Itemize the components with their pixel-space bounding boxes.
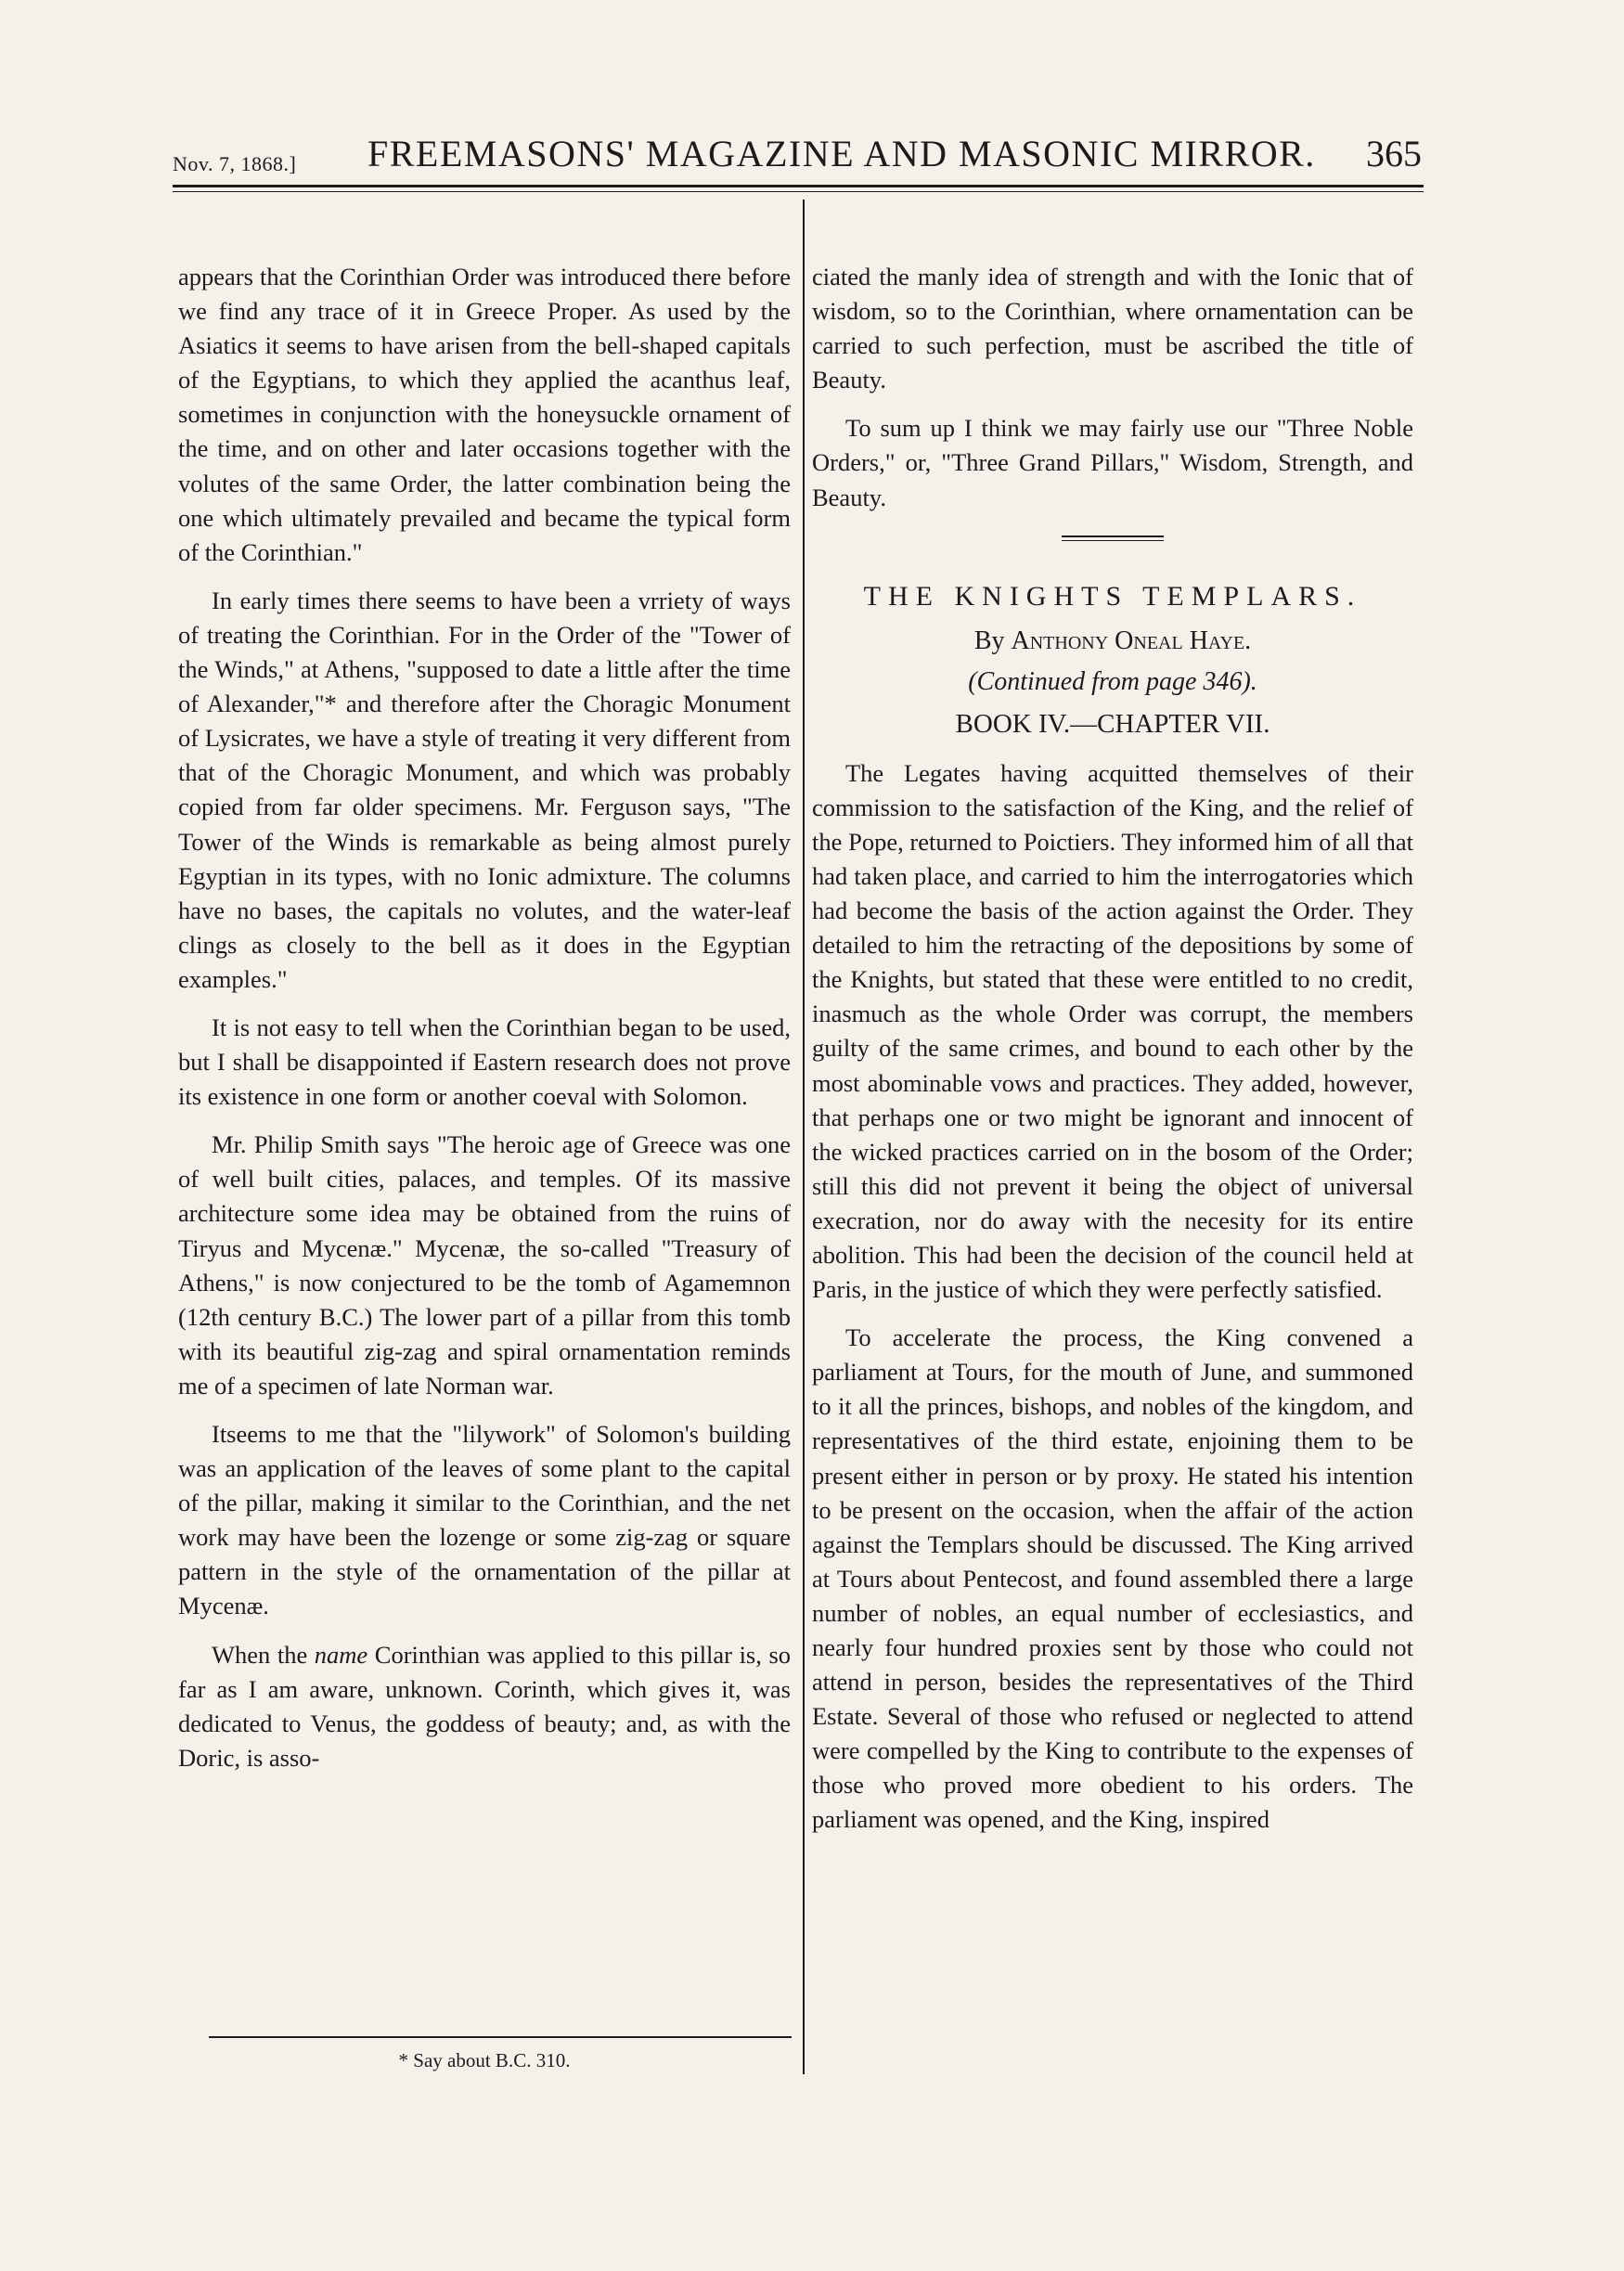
footnote: * Say about B.C. 310.: [398, 2049, 571, 2071]
magazine-title: FREEMASONS' MAGAZINE AND MASONIC MIRROR.: [367, 133, 1316, 174]
paragraph: The Legates having acquitted themselves of their commission to the satisfaction of the King, and the relief of the Pope, returned to Poictiers. They informed him of all that had taken place, and carried to him the interrogatories which had become the basis of the action against the Order. They detailed to him the retracting of the depositions by some of the Knights, but stated that these were entitled to no credit, inasmuch as the whole Order was corrupt, the members guilty of the same crimes, and bound to each other by the most abominable vows and practices. They added, however, that perhaps one or two might be ignorant and innocent of the wicked practices carried on in the bosom of the Order; still this did not prevent it being the object of universal execration, nor do away with the necesity for its entire abolition. This had been the decision of the council held at Paris, in the justice of which they were perfectly satisfied.: [812, 758, 1413, 1304]
page-header: [173, 132, 1422, 178]
article-title: THE KNIGHTS TEMPLARS.: [863, 580, 1362, 612]
footnote-rule: [209, 2036, 792, 2038]
text-run: When the: [212, 1640, 315, 1669]
column-divider: [803, 200, 805, 2074]
paragraph: To sum up I think we may fairly use our "Three Noble Orders," or, "Three Grand Pillars," Wisdom, Strength, and Beauty.: [812, 414, 1413, 511]
paragraph: It is not easy to tell when the Corinthian began to be used, but I shall be disappointed if Eastern research does not prove its existence in one form or another coeval with Solomon.: [178, 1013, 791, 1111]
paragraph: appears that the Corinthian Order was introduced there before we find any trace of it in Greece Proper. As used by the Asiatics it seems to have arisen from the bell-shaped capitals of the Egyptians, to which they applied the acanthus leaf, sometimes in conjunction with the honeysuckle ornament of the time, and on other and later occasions together with the volutes of the same Order, the latter combination being the one which ultimately prevailed and became the typical form of the Corinthian.": [178, 263, 791, 566]
left-column: [178, 260, 791, 1789]
byline-author: Anthony Oneal Haye.: [1011, 626, 1252, 655]
paragraph: ciated the manly idea of strength and with the Ionic that of wisdom, so to the Corinthian, where ornamentation can be carried to such perfection, must be ascribed the title of Beauty.: [812, 263, 1413, 394]
header-rule-thin: [173, 191, 1424, 192]
page-number: 365: [1366, 133, 1422, 174]
right-column: [812, 260, 1413, 1852]
continued-note: (Continued from page 346).: [968, 666, 1257, 696]
section-separator: [1062, 535, 1164, 541]
paragraph: [178, 1638, 791, 1775]
paragraph: In early times there seems to have been a vrriety of ways of treating the Corinthian. For in the Order of the "Tower of the Winds," at Athens, "supposed to date a little after the time of Alexander,"* and therefore after the Choragic Monument of Lysicrates, we have a style of treating it very different from that of the Choragic Monument, and which was probably copied from far older specimens. Mr. Ferguson says, "The Tower of the Winds is remarkable as being almost purely Egyptian in its types, with no Ionic admixture. The columns have no bases, the capitals no volutes, and the water-leaf clings as closely to the bell as it does in the Egyptian examples.": [178, 586, 791, 993]
chapter-heading: BOOK IV.—CHAPTER VII.: [955, 708, 1270, 739]
paragraph: To accelerate the process, the King convened a parliament at Tours, for the mouth of June, and summoned to it all the princes, bishops, and nobles of the kingdom, and representatives of the third estate, enjoining them to be present either in person or by proxy. He stated his intention to be present on the occasion, when the affair of the action against the Templars should be discussed. The King arrived at Tours about Pentecost, and found assembled there a large number of nobles, an equal number of ecclesiastics, and nearly four hundred proxies sent by those who could not attend in person, besides the representatives of the Third Estate. Several of those who refused or neglected to attend were compelled by the King to contribute to the expenses of those who proved more obedient to his orders. The parliament was opened, and the King, inspired: [812, 1323, 1413, 1834]
paragraph: Itseems to me that the "lilywork" of Solomon's building was an application of the leaves of some plant to the capital of the pillar, making it similar to the Corinthian, and the net work may have been the lozenge or some zig-zag or square pattern in the style of the ornamentation of the pillar at Mycenæ.: [178, 1420, 791, 1620]
byline-prefix: By: [973, 626, 1005, 655]
emphasis: name: [314, 1640, 368, 1669]
issue-date: Nov. 7, 1868.]: [173, 152, 297, 175]
header-rule-thick: [173, 185, 1424, 187]
article-byline: [812, 623, 1413, 660]
text-run: Corinthian was applied to this pillar is, so far as I am aware, unknown. Corinth, which gives it, was dedicated to Venus, the goddess of beauty; and, as with the Doric, is asso-: [178, 1640, 792, 1772]
paragraph: Mr. Philip Smith says "The heroic age of Greece was one of well built cities, palaces, and temples. Of its massive architecture some idea may be obtained from the ruins of Tiryus and Mycenæ." Mycenæ, the so-called "Treasury of Athens," is now conjectured to be the tomb of Agamemnon (12th century B.C.) The lower part of a pillar from this tomb with its beautiful zig-zag and spiral ornamentation reminds me of a specimen of late Norman war.: [178, 1130, 791, 1400]
